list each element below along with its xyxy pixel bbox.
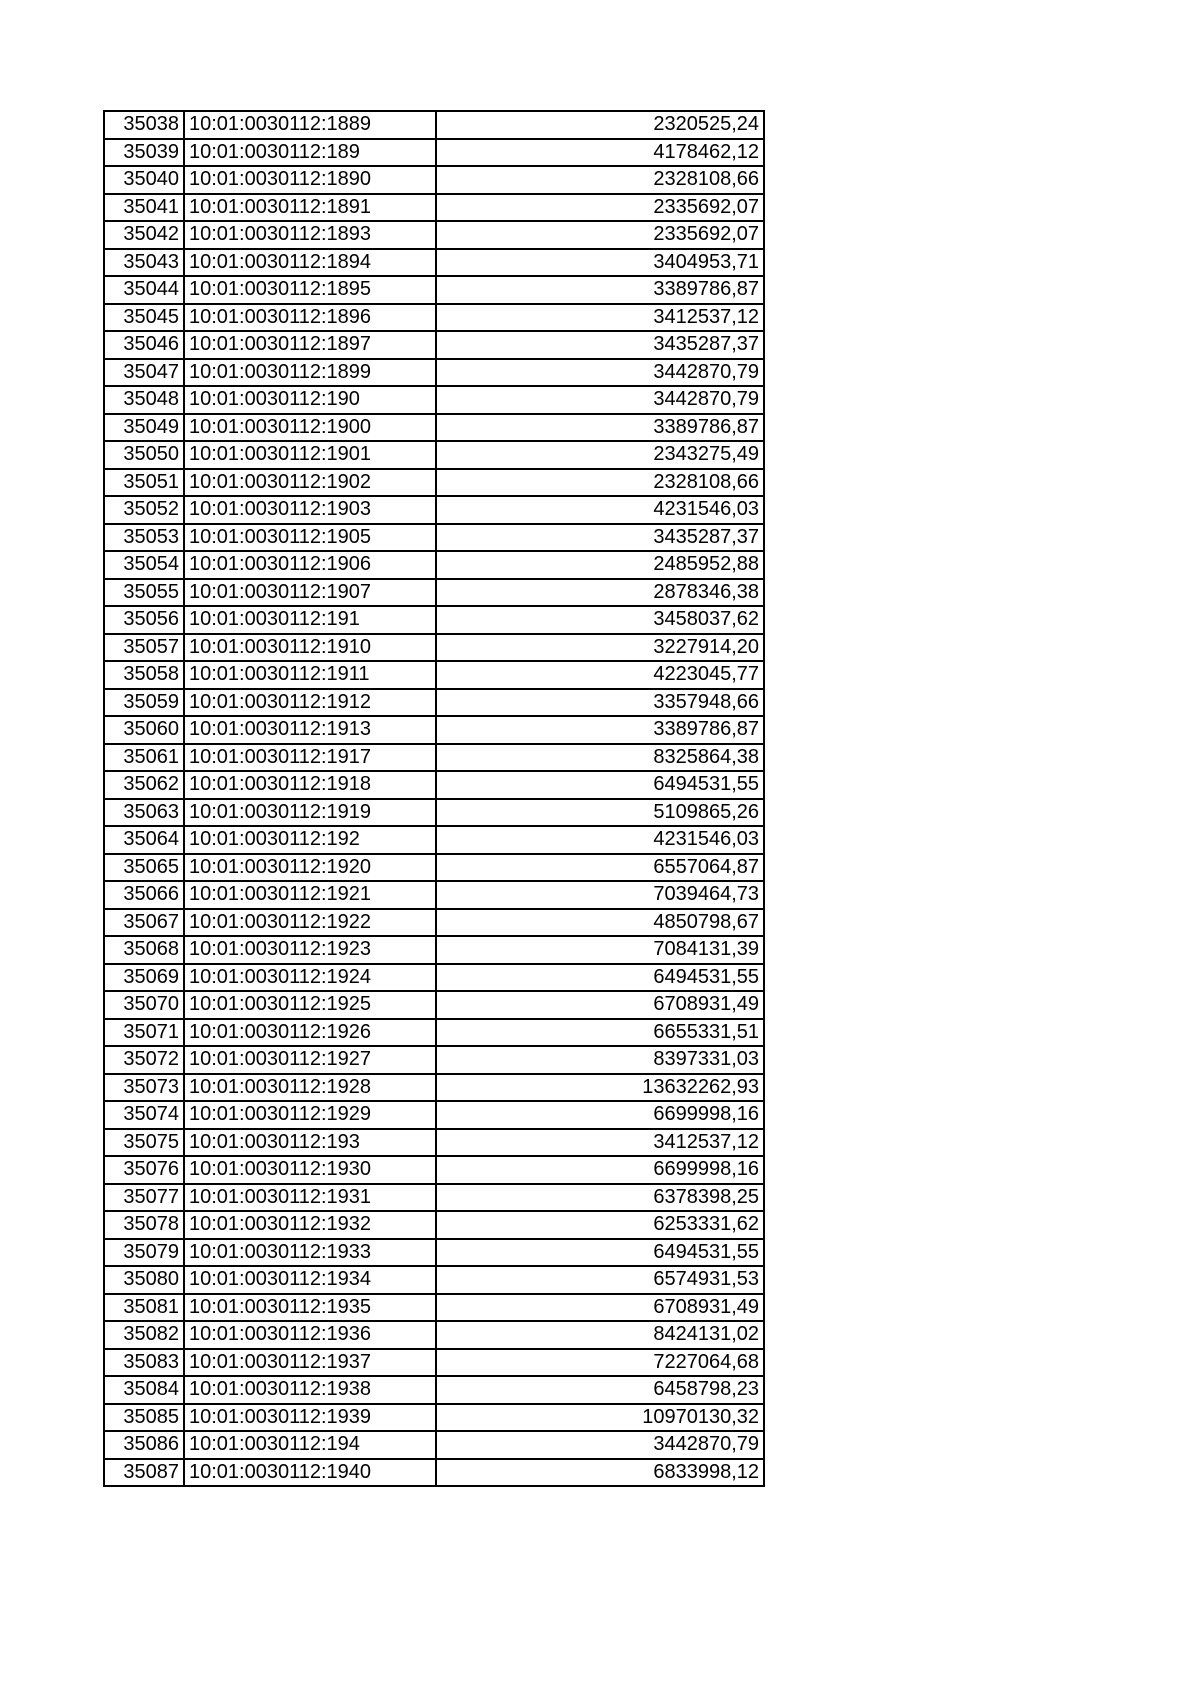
cadastral-number-cell: 10:01:0030112:1918 bbox=[184, 771, 436, 799]
cadastral-number-cell: 10:01:0030112:1920 bbox=[184, 854, 436, 882]
value-cell: 2485952,88 bbox=[436, 551, 764, 579]
table-row bbox=[104, 909, 764, 937]
value-cell: 3357948,66 bbox=[436, 689, 764, 717]
table-row bbox=[104, 359, 764, 387]
table-row bbox=[104, 1266, 764, 1294]
cadastral-number-cell: 10:01:0030112:1901 bbox=[184, 441, 436, 469]
row-number-cell: 35065 bbox=[104, 854, 184, 882]
row-number-cell: 35082 bbox=[104, 1321, 184, 1349]
row-number-cell: 35086 bbox=[104, 1431, 184, 1459]
cadastral-number-cell: 10:01:0030112:1928 bbox=[184, 1074, 436, 1102]
cadastral-number-cell: 10:01:0030112:1940 bbox=[184, 1459, 436, 1487]
cadastral-number-cell: 10:01:0030112:1911 bbox=[184, 661, 436, 689]
cadastral-number-cell: 10:01:0030112:1936 bbox=[184, 1321, 436, 1349]
value-cell: 8325864,38 bbox=[436, 744, 764, 772]
cadastral-number-cell: 10:01:0030112:1890 bbox=[184, 166, 436, 194]
value-cell: 3442870,79 bbox=[436, 1431, 764, 1459]
row-number-cell: 35057 bbox=[104, 634, 184, 662]
value-cell: 3442870,79 bbox=[436, 386, 764, 414]
value-cell: 3389786,87 bbox=[436, 276, 764, 304]
table-row bbox=[104, 1184, 764, 1212]
row-number-cell: 35041 bbox=[104, 194, 184, 222]
cadastral-number-cell: 10:01:0030112:190 bbox=[184, 386, 436, 414]
row-number-cell: 35049 bbox=[104, 414, 184, 442]
cadastral-number-cell: 10:01:0030112:191 bbox=[184, 606, 436, 634]
cadastral-number-cell: 10:01:0030112:1917 bbox=[184, 744, 436, 772]
value-cell: 3435287,37 bbox=[436, 524, 764, 552]
value-cell: 6699998,16 bbox=[436, 1101, 764, 1129]
value-cell: 2328108,66 bbox=[436, 469, 764, 497]
row-number-cell: 35066 bbox=[104, 881, 184, 909]
table-row bbox=[104, 111, 764, 139]
table-row bbox=[104, 826, 764, 854]
table-row bbox=[104, 634, 764, 662]
table-row bbox=[104, 496, 764, 524]
row-number-cell: 35064 bbox=[104, 826, 184, 854]
value-cell: 6833998,12 bbox=[436, 1459, 764, 1487]
row-number-cell: 35060 bbox=[104, 716, 184, 744]
row-number-cell: 35039 bbox=[104, 139, 184, 167]
row-number-cell: 35069 bbox=[104, 964, 184, 992]
table-row bbox=[104, 1404, 764, 1432]
table-row bbox=[104, 936, 764, 964]
table-row bbox=[104, 1376, 764, 1404]
value-cell: 3389786,87 bbox=[436, 716, 764, 744]
table-row bbox=[104, 414, 764, 442]
value-cell: 7227064,68 bbox=[436, 1349, 764, 1377]
row-number-cell: 35043 bbox=[104, 249, 184, 277]
cadastral-number-cell: 10:01:0030112:1903 bbox=[184, 496, 436, 524]
cadastral-number-cell: 10:01:0030112:1899 bbox=[184, 359, 436, 387]
value-cell: 8424131,02 bbox=[436, 1321, 764, 1349]
row-number-cell: 35067 bbox=[104, 909, 184, 937]
cadastral-number-cell: 10:01:0030112:1922 bbox=[184, 909, 436, 937]
value-cell: 6699998,16 bbox=[436, 1156, 764, 1184]
table-row bbox=[104, 854, 764, 882]
row-number-cell: 35070 bbox=[104, 991, 184, 1019]
value-cell: 4231546,03 bbox=[436, 826, 764, 854]
cadastral-number-cell: 10:01:0030112:194 bbox=[184, 1431, 436, 1459]
value-cell: 2343275,49 bbox=[436, 441, 764, 469]
table-row bbox=[104, 606, 764, 634]
value-cell: 10970130,32 bbox=[436, 1404, 764, 1432]
value-cell: 3458037,62 bbox=[436, 606, 764, 634]
cadastral-number-cell: 10:01:0030112:1934 bbox=[184, 1266, 436, 1294]
cadastral-number-cell: 10:01:0030112:1923 bbox=[184, 936, 436, 964]
cadastral-number-cell: 10:01:0030112:1935 bbox=[184, 1294, 436, 1322]
row-number-cell: 35080 bbox=[104, 1266, 184, 1294]
cadastral-number-cell: 10:01:0030112:1927 bbox=[184, 1046, 436, 1074]
cadastral-number-cell: 10:01:0030112:1912 bbox=[184, 689, 436, 717]
row-number-cell: 35072 bbox=[104, 1046, 184, 1074]
value-cell: 6494531,55 bbox=[436, 1239, 764, 1267]
table-row bbox=[104, 1156, 764, 1184]
value-cell: 13632262,93 bbox=[436, 1074, 764, 1102]
row-number-cell: 35056 bbox=[104, 606, 184, 634]
table-row bbox=[104, 579, 764, 607]
value-cell: 3404953,71 bbox=[436, 249, 764, 277]
row-number-cell: 35045 bbox=[104, 304, 184, 332]
value-cell: 8397331,03 bbox=[436, 1046, 764, 1074]
table-row bbox=[104, 1349, 764, 1377]
cadastral-number-cell: 10:01:0030112:1896 bbox=[184, 304, 436, 332]
value-cell: 2335692,07 bbox=[436, 221, 764, 249]
value-cell: 4850798,67 bbox=[436, 909, 764, 937]
row-number-cell: 35073 bbox=[104, 1074, 184, 1102]
value-cell: 6378398,25 bbox=[436, 1184, 764, 1212]
row-number-cell: 35074 bbox=[104, 1101, 184, 1129]
cadastral-number-cell: 10:01:0030112:1933 bbox=[184, 1239, 436, 1267]
value-cell: 2878346,38 bbox=[436, 579, 764, 607]
cadastral-number-cell: 10:01:0030112:1910 bbox=[184, 634, 436, 662]
row-number-cell: 35077 bbox=[104, 1184, 184, 1212]
row-number-cell: 35040 bbox=[104, 166, 184, 194]
row-number-cell: 35044 bbox=[104, 276, 184, 304]
data-table bbox=[103, 110, 765, 1487]
cadastral-number-cell: 10:01:0030112:1931 bbox=[184, 1184, 436, 1212]
table-row bbox=[104, 386, 764, 414]
row-number-cell: 35061 bbox=[104, 744, 184, 772]
value-cell: 6458798,23 bbox=[436, 1376, 764, 1404]
table-row bbox=[104, 1129, 764, 1157]
cadastral-number-cell: 10:01:0030112:1905 bbox=[184, 524, 436, 552]
value-cell: 2320525,24 bbox=[436, 111, 764, 139]
value-cell: 7084131,39 bbox=[436, 936, 764, 964]
table-row bbox=[104, 139, 764, 167]
table-row bbox=[104, 1019, 764, 1047]
row-number-cell: 35059 bbox=[104, 689, 184, 717]
table-row bbox=[104, 441, 764, 469]
table-row bbox=[104, 1239, 764, 1267]
row-number-cell: 35062 bbox=[104, 771, 184, 799]
table-row bbox=[104, 469, 764, 497]
cadastral-number-cell: 10:01:0030112:1919 bbox=[184, 799, 436, 827]
table-row bbox=[104, 716, 764, 744]
cadastral-number-cell: 10:01:0030112:1893 bbox=[184, 221, 436, 249]
value-cell: 6494531,55 bbox=[436, 964, 764, 992]
row-number-cell: 35047 bbox=[104, 359, 184, 387]
table-row bbox=[104, 771, 764, 799]
table-row bbox=[104, 689, 764, 717]
table-row bbox=[104, 1294, 764, 1322]
value-cell: 6253331,62 bbox=[436, 1211, 764, 1239]
row-number-cell: 35051 bbox=[104, 469, 184, 497]
row-number-cell: 35055 bbox=[104, 579, 184, 607]
row-number-cell: 35075 bbox=[104, 1129, 184, 1157]
row-number-cell: 35083 bbox=[104, 1349, 184, 1377]
row-number-cell: 35053 bbox=[104, 524, 184, 552]
table-row bbox=[104, 1074, 764, 1102]
table-row bbox=[104, 524, 764, 552]
row-number-cell: 35087 bbox=[104, 1459, 184, 1487]
value-cell: 4178462,12 bbox=[436, 139, 764, 167]
cadastral-number-cell: 10:01:0030112:193 bbox=[184, 1129, 436, 1157]
value-cell: 4231546,03 bbox=[436, 496, 764, 524]
table-body bbox=[104, 111, 764, 1486]
cadastral-number-cell: 10:01:0030112:1897 bbox=[184, 331, 436, 359]
row-number-cell: 35081 bbox=[104, 1294, 184, 1322]
value-cell: 3227914,20 bbox=[436, 634, 764, 662]
table-row bbox=[104, 166, 764, 194]
table-row bbox=[104, 799, 764, 827]
cadastral-number-cell: 10:01:0030112:1913 bbox=[184, 716, 436, 744]
value-cell: 7039464,73 bbox=[436, 881, 764, 909]
row-number-cell: 35038 bbox=[104, 111, 184, 139]
table-row bbox=[104, 881, 764, 909]
value-cell: 6655331,51 bbox=[436, 1019, 764, 1047]
cadastral-number-cell: 10:01:0030112:1891 bbox=[184, 194, 436, 222]
row-number-cell: 35042 bbox=[104, 221, 184, 249]
cadastral-number-cell: 10:01:0030112:1924 bbox=[184, 964, 436, 992]
table-row bbox=[104, 1431, 764, 1459]
table-row bbox=[104, 1046, 764, 1074]
table-row bbox=[104, 331, 764, 359]
value-cell: 6574931,53 bbox=[436, 1266, 764, 1294]
table-row bbox=[104, 661, 764, 689]
cadastral-number-cell: 10:01:0030112:1902 bbox=[184, 469, 436, 497]
cadastral-number-cell: 10:01:0030112:1894 bbox=[184, 249, 436, 277]
row-number-cell: 35071 bbox=[104, 1019, 184, 1047]
row-number-cell: 35079 bbox=[104, 1239, 184, 1267]
cadastral-number-cell: 10:01:0030112:1926 bbox=[184, 1019, 436, 1047]
value-cell: 3412537,12 bbox=[436, 1129, 764, 1157]
row-number-cell: 35076 bbox=[104, 1156, 184, 1184]
cadastral-number-cell: 10:01:0030112:1895 bbox=[184, 276, 436, 304]
value-cell: 6557064,87 bbox=[436, 854, 764, 882]
cadastral-number-cell: 10:01:0030112:1900 bbox=[184, 414, 436, 442]
cadastral-number-cell: 10:01:0030112:1930 bbox=[184, 1156, 436, 1184]
row-number-cell: 35078 bbox=[104, 1211, 184, 1239]
cadastral-number-cell: 10:01:0030112:1929 bbox=[184, 1101, 436, 1129]
value-cell: 6708931,49 bbox=[436, 991, 764, 1019]
table-row bbox=[104, 1321, 764, 1349]
row-number-cell: 35050 bbox=[104, 441, 184, 469]
row-number-cell: 35054 bbox=[104, 551, 184, 579]
value-cell: 4223045,77 bbox=[436, 661, 764, 689]
row-number-cell: 35048 bbox=[104, 386, 184, 414]
value-cell: 6494531,55 bbox=[436, 771, 764, 799]
cadastral-number-cell: 10:01:0030112:1921 bbox=[184, 881, 436, 909]
table-row bbox=[104, 991, 764, 1019]
value-cell: 5109865,26 bbox=[436, 799, 764, 827]
value-cell: 3389786,87 bbox=[436, 414, 764, 442]
cadastral-number-cell: 10:01:0030112:1938 bbox=[184, 1376, 436, 1404]
row-number-cell: 35068 bbox=[104, 936, 184, 964]
table-row bbox=[104, 1459, 764, 1487]
cadastral-number-cell: 10:01:0030112:1932 bbox=[184, 1211, 436, 1239]
table-row bbox=[104, 744, 764, 772]
table-row bbox=[104, 276, 764, 304]
table-row bbox=[104, 194, 764, 222]
table-row bbox=[104, 1101, 764, 1129]
value-cell: 2328108,66 bbox=[436, 166, 764, 194]
cadastral-number-cell: 10:01:0030112:1889 bbox=[184, 111, 436, 139]
table-row bbox=[104, 304, 764, 332]
cadastral-number-cell: 10:01:0030112:1939 bbox=[184, 1404, 436, 1432]
cadastral-number-cell: 10:01:0030112:1907 bbox=[184, 579, 436, 607]
cadastral-number-cell: 10:01:0030112:1906 bbox=[184, 551, 436, 579]
table-row bbox=[104, 551, 764, 579]
value-cell: 2335692,07 bbox=[436, 194, 764, 222]
row-number-cell: 35084 bbox=[104, 1376, 184, 1404]
row-number-cell: 35052 bbox=[104, 496, 184, 524]
cadastral-number-cell: 10:01:0030112:192 bbox=[184, 826, 436, 854]
cadastral-number-cell: 10:01:0030112:189 bbox=[184, 139, 436, 167]
table-row bbox=[104, 964, 764, 992]
cadastral-number-cell: 10:01:0030112:1937 bbox=[184, 1349, 436, 1377]
table-row bbox=[104, 221, 764, 249]
cadastral-number-cell: 10:01:0030112:1925 bbox=[184, 991, 436, 1019]
table-row bbox=[104, 249, 764, 277]
value-cell: 6708931,49 bbox=[436, 1294, 764, 1322]
row-number-cell: 35063 bbox=[104, 799, 184, 827]
value-cell: 3412537,12 bbox=[436, 304, 764, 332]
value-cell: 3442870,79 bbox=[436, 359, 764, 387]
table-row bbox=[104, 1211, 764, 1239]
row-number-cell: 35085 bbox=[104, 1404, 184, 1432]
value-cell: 3435287,37 bbox=[436, 331, 764, 359]
row-number-cell: 35046 bbox=[104, 331, 184, 359]
row-number-cell: 35058 bbox=[104, 661, 184, 689]
